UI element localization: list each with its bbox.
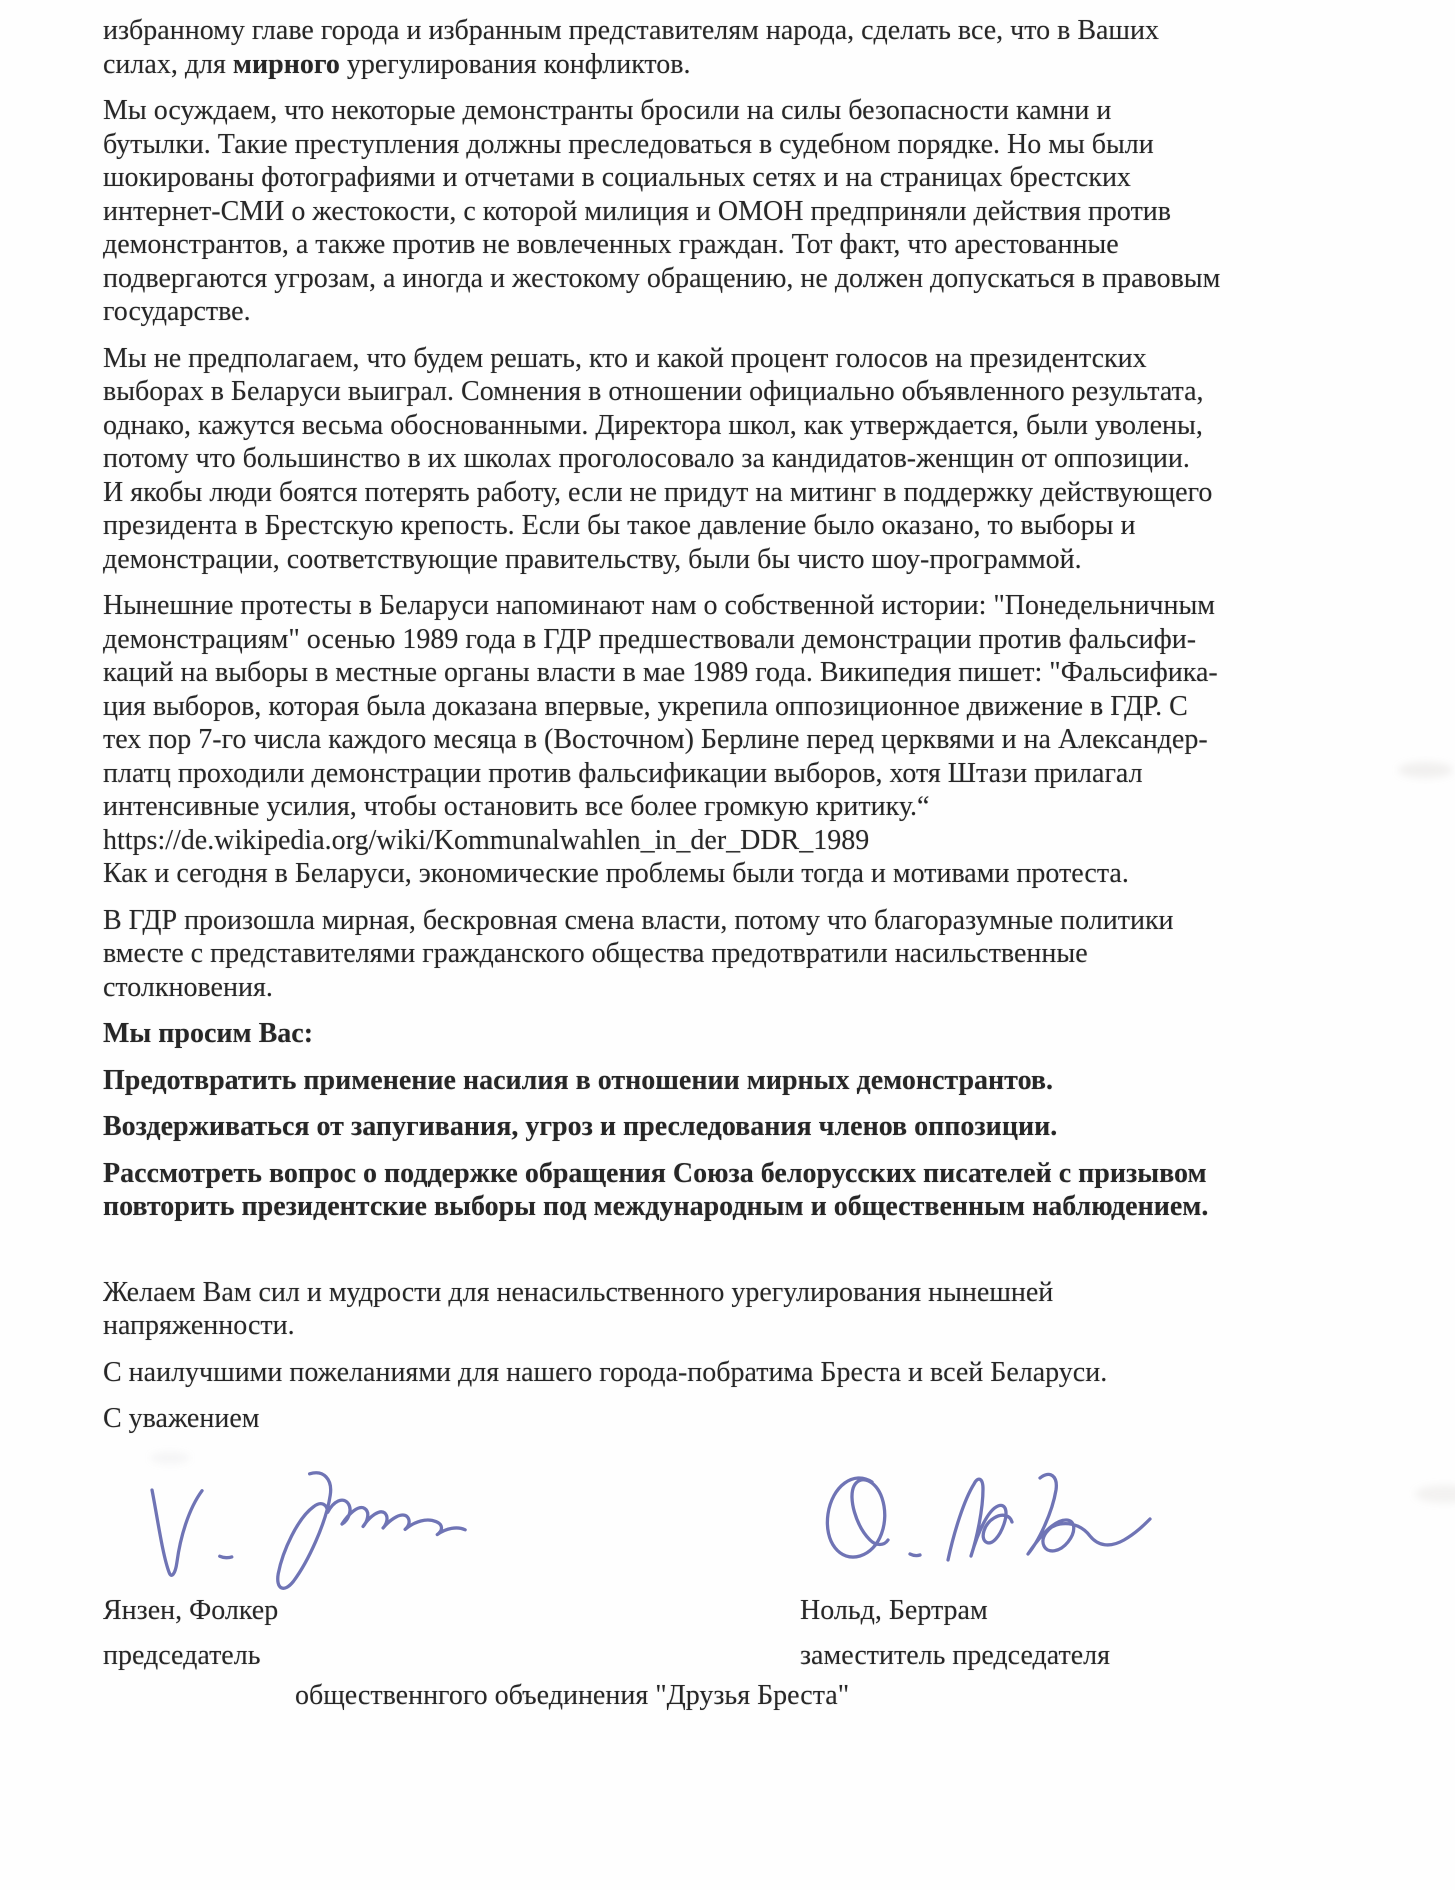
- text-line: Мы осуждаем, что некоторые демонстранты бросили на силы безопасности камни и: [103, 95, 1112, 126]
- paragraph-appeal: [103, 14, 1403, 81]
- text-line: Как и сегодня в Беларуси, экономические проблемы были тогда и мотивами протеста.: [103, 858, 1129, 889]
- signatory-name-right: Нольд, Бертрам: [800, 1594, 988, 1626]
- signature-block: [103, 1460, 1403, 1673]
- text-line: вместе с представителями гражданского общества предотвратили насильственные: [103, 938, 1088, 969]
- ink-stroke: [1028, 1474, 1150, 1554]
- text-line: Мы не предполагаем, что будем решать, кто и какой процент голосов на президентских: [103, 342, 1147, 374]
- text-segment: урегулирования конфликтов.: [339, 48, 691, 80]
- signature-column-chairman: [103, 1460, 800, 1673]
- scan-smudge: [1415, 1485, 1455, 1503]
- text-line: столкновения.: [103, 971, 273, 1003]
- text-line: демонстрациям" осенью 1989 года в ГДР предшествовали демонстрации против фальсифи-: [103, 623, 1197, 655]
- text-line: напряженности.: [103, 1310, 295, 1341]
- organization-name: общественнгого объединения "Друзья Бреста": [295, 1679, 850, 1711]
- text-line: Желаем Вам сил и мудрости для ненасильственного урегулирования нынешней: [103, 1276, 1054, 1308]
- paragraph-election-doubts: [103, 342, 1403, 577]
- signature-nold-ink: [806, 1460, 1156, 1592]
- text-line: платц проходили демонстрации против фальсификации выборов, хотя Штази прилагал: [103, 757, 1143, 789]
- text-line: тех пор 7-го числа каждого месяца в (Восточном) Берлине перед церквями и на Александер-: [103, 724, 1208, 755]
- text-line: шокированы фотографиями и отчетами в социальных сетях и на страницах брестских: [103, 162, 1131, 193]
- text-line: демонстрации, соответствующие правительству, были бы чисто шоу-программой.: [103, 543, 1082, 575]
- paragraph-gdr-history: [103, 589, 1403, 891]
- text-line: И якобы люди боятся потерять работу, если не придут на митинг в поддержку действующего: [103, 476, 1213, 508]
- ink-stroke: [910, 1554, 920, 1556]
- text-line: https://de.wikipedia.org/wiki/Kommunalwahlen_in_der_DDR_1989: [103, 824, 870, 856]
- letter-body: [103, 14, 1403, 1712]
- signatory-name-left: Янзен, Фолкер: [103, 1594, 279, 1626]
- ink-stroke: [152, 1488, 204, 1575]
- text-line: интенсивные усилия, чтобы остановить все более громкую критику.“: [103, 791, 930, 822]
- closing-best-wishes: С наилучшими пожеланиями для нашего города-побратима Бреста и всей Беларуси.: [103, 1356, 1108, 1388]
- text-line: потому что большинство в их школах проголосовало за кандидатов-женщин от оппозиции.: [103, 443, 1190, 474]
- text-line: повторить президентские выборы под международным и общественным наблюдением.: [103, 1191, 1209, 1222]
- text-line: выборах в Беларуси выиграл. Сомнения в отношении официально объявленного результата,: [103, 376, 1204, 407]
- ink-stroke: [948, 1479, 1012, 1560]
- request-item-1: Предотвратить применение насилия в отношении мирных демонстрантов.: [103, 1064, 1053, 1096]
- text-line: однако, кажутся весьма обоснованными. Директора школ, как утверждается, были уволены,: [103, 409, 1203, 441]
- text-line: каций на выборы в местные органы власти в мае 1989 года. Википедия пишет: "Фальсифика-: [103, 657, 1218, 688]
- request-item-2: Воздерживаться от запугивания, угроз и преследования членов оппозиции.: [103, 1111, 1058, 1142]
- text-line: В ГДР произошла мирная, бескровная смена власти, потому что благоразумные политики: [103, 904, 1174, 936]
- signature-column-deputy: [800, 1460, 1403, 1673]
- paragraph-peaceful-change: [103, 904, 1403, 1005]
- ink-stroke: [275, 1468, 467, 1587]
- request-heading: Мы просим Вас:: [103, 1018, 314, 1049]
- bold-word-mirnogo: мирного: [232, 48, 340, 80]
- text-line: Рассмотреть вопрос о поддержке обращения Союза белорусских писателей с призывом: [103, 1157, 1207, 1189]
- text-line: [103, 48, 1403, 82]
- text-line: ция выборов, которая была доказана впервые, укрепила оппозиционное движение в ГДР. С: [103, 690, 1188, 722]
- paragraph-condemnation: [103, 94, 1403, 329]
- ink-stroke: [220, 1555, 232, 1557]
- signature-janzen-ink: [133, 1455, 476, 1596]
- text-line: государстве.: [103, 296, 251, 327]
- text-line: президента в Брестскую крепость. Если бы такое давление было оказано, то выборы и: [103, 510, 1136, 541]
- text-line: Нынешние протесты в Беларуси напоминают нам о собственной истории: "Понедельничным: [103, 590, 1216, 621]
- text-segment: силах, для: [103, 48, 233, 80]
- signatory-title-left: председатель: [103, 1640, 261, 1671]
- closing-regards: С уважением: [103, 1403, 260, 1434]
- closing-wish: [103, 1276, 1403, 1343]
- signatory-title-right: заместитель председателя: [800, 1640, 1110, 1671]
- scan-smudge: [1398, 762, 1453, 778]
- text-line: избранному главе города и избранным представителям народа, сделать все, что в Ваших: [103, 15, 1159, 46]
- ink-stroke: [827, 1477, 888, 1556]
- request-item-3: [103, 1157, 1403, 1224]
- text-line: интернет-СМИ о жестокости, с которой милиция и ОМОН предприняли действия против: [103, 195, 1172, 227]
- text-line: бутылки. Такие преступления должны преследоваться в судебном порядке. Но мы были: [103, 128, 1154, 160]
- text-line: подвергаются угрозам, а иногда и жестокому обращению, не должен допускаться в правовым: [103, 262, 1221, 294]
- text-line: демонстрантов, а также против не вовлеченных граждан. Тот факт, что арестованные: [103, 229, 1119, 260]
